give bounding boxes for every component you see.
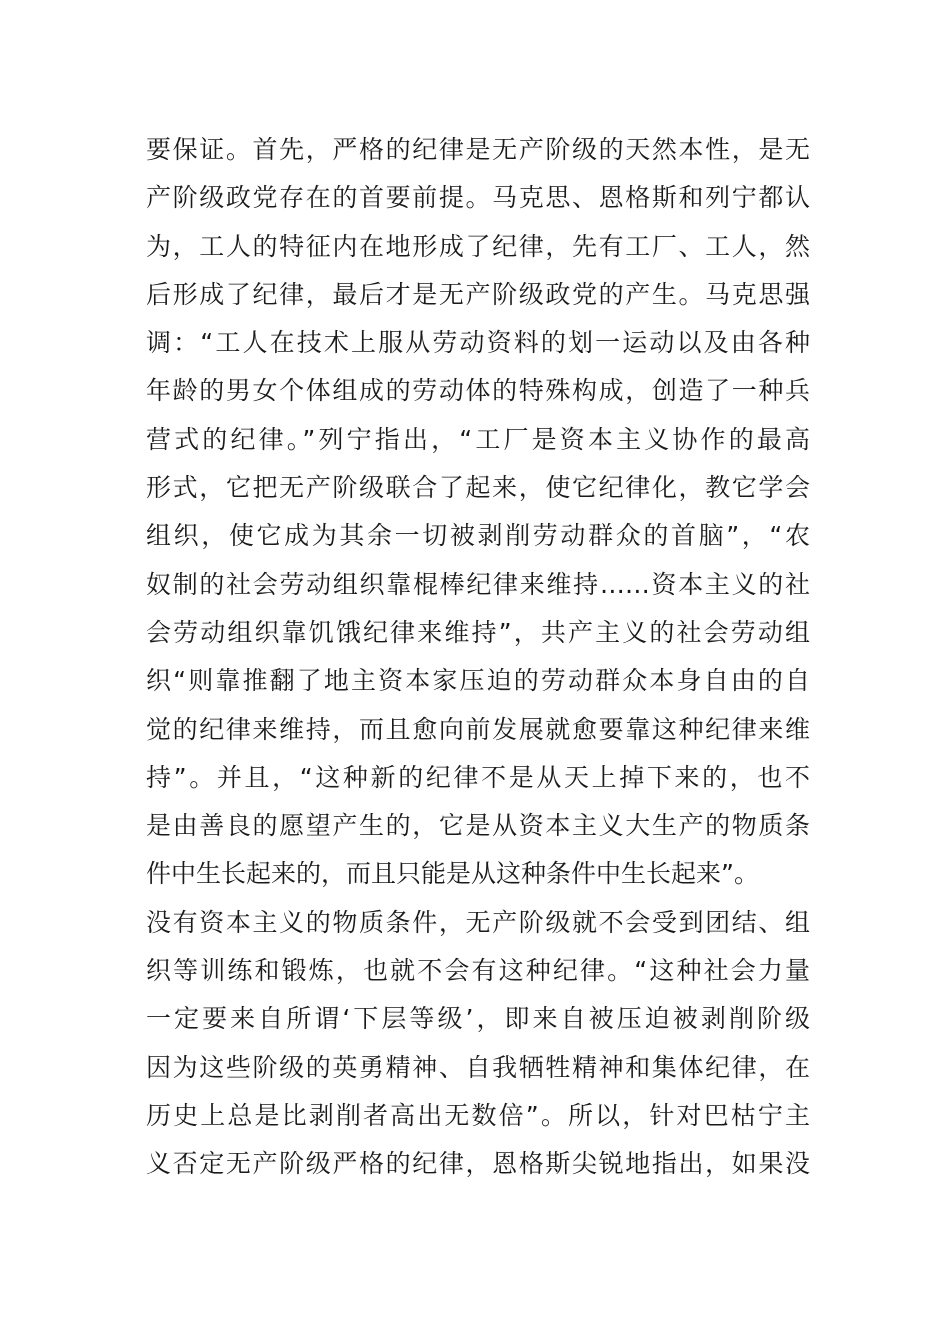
text-line: 历史上总是比剥削者高出无数倍”。所以，针对巴枯宁主 bbox=[146, 1100, 810, 1130]
text-line: 形式，它把无产阶级联合了起来，使它纪律化，教它学会 bbox=[146, 473, 810, 503]
body-text bbox=[146, 126, 810, 1189]
text-line: 是由善良的愿望产生的，它是从资本主义大生产的物质条 bbox=[146, 811, 810, 841]
text-line: 织等训练和锻炼，也就不会有这种纪律。“这种社会力量 bbox=[146, 956, 810, 986]
text-line: 义否定无产阶级严格的纪律，恩格斯尖锐地指出，如果没 bbox=[146, 1149, 810, 1179]
text-line: 持”。并且，“这种新的纪律不是从天上掉下来的，也不 bbox=[146, 762, 810, 792]
text-line: 年龄的男女个体组成的劳动体的特殊构成，创造了一种兵 bbox=[146, 376, 810, 406]
text-line: 因为这些阶级的英勇精神、自我牺牲精神和集体纪律，在 bbox=[146, 1052, 810, 1082]
text-line: 件中生长起来的，而且只能是从这种条件中生长起来”。 bbox=[146, 859, 759, 889]
text-line: 奴制的社会劳动组织靠棍棒纪律来维持……资本主义的社 bbox=[146, 569, 810, 599]
text-line: 织“则靠推翻了地主资本家压迫的劳动群众本身自由的自 bbox=[146, 666, 810, 696]
text-line: 后形成了纪律，最后才是无产阶级政党的产生。马克思强 bbox=[146, 279, 810, 309]
text-line: 没有资本主义的物质条件，无产阶级就不会受到团结、组 bbox=[146, 907, 810, 937]
text-line: 组织，使它成为其余一切被剥削劳动群众的首脑”，“农 bbox=[146, 521, 810, 551]
text-line: 调：“工人在技术上服从劳动资料的划一运动以及由各种 bbox=[146, 328, 810, 358]
text-line: 一定要来自所谓‘下层等级’，即来自被压迫被剥削阶级 bbox=[146, 1004, 810, 1034]
text-line: 会劳动组织靠饥饿纪律来维持”，共产主义的社会劳动组 bbox=[146, 617, 810, 647]
text-line: 产阶级政党存在的首要前提。马克思、恩格斯和列宁都认 bbox=[146, 183, 810, 213]
text-line: 营式的纪律。”列宁指出，“工厂是资本主义协作的最高 bbox=[146, 424, 810, 454]
text-line: 要保证。首先，严格的纪律是无产阶级的天然本性，是无 bbox=[146, 135, 810, 164]
text-line: 觉的纪律来维持，而且愈向前发展就愈要靠这种纪律来维 bbox=[146, 714, 810, 744]
text-line: 为，工人的特征内在地形成了纪律，先有工厂、工人，然 bbox=[146, 231, 810, 261]
